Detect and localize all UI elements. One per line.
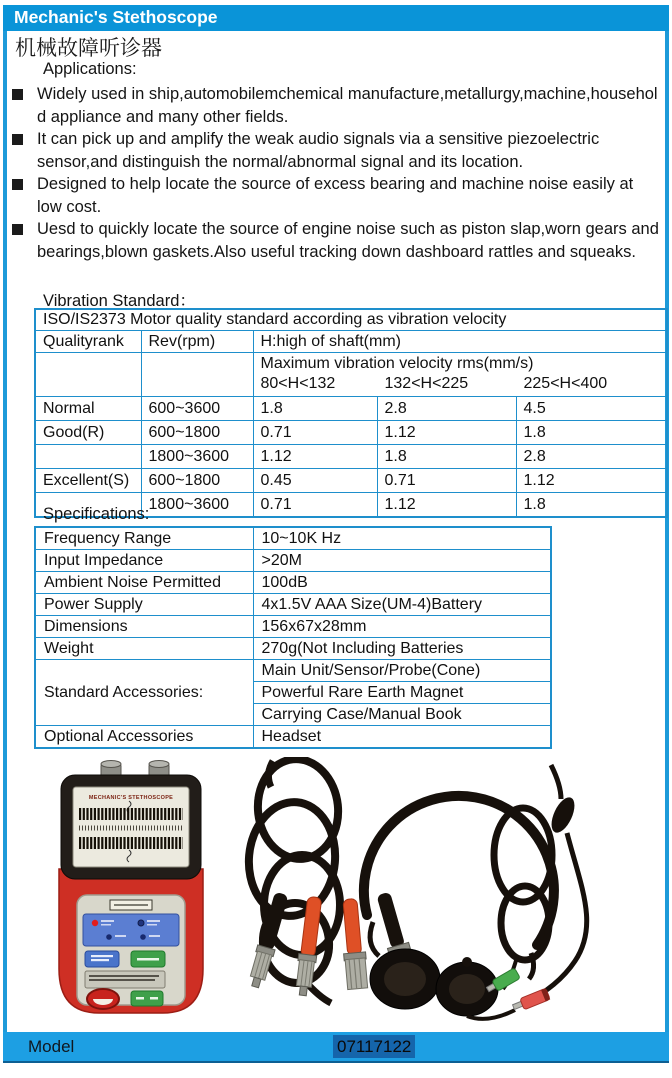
table-row: Ambient Noise Permitted 100dB (35, 572, 551, 594)
table-row: Frequency Range 10~10K Hz (35, 527, 551, 550)
model-number: 07117122 (333, 1035, 415, 1058)
range-label: 132<H<225 (384, 375, 469, 392)
applications-label: Applications: (43, 60, 137, 78)
subheader-title: Maximum vibration velocity rms(mm/s) (260, 355, 534, 372)
title-bar (3, 5, 669, 31)
subheader-cell (253, 353, 667, 397)
column-header: H:high of shaft(mm) (253, 331, 667, 353)
table-row: Carrying Case/Manual Book (35, 704, 551, 726)
vibration-table (34, 308, 668, 518)
table-row: Good(R) 600~1800 0.71 1.12 1.8 (35, 421, 667, 445)
device-label: MECHANIC'S STETHOSCOPE (88, 795, 174, 801)
table-row: Optional Accessories Headset (35, 726, 551, 749)
model-label: Model (28, 1037, 75, 1056)
table-row: Dimensions 156x67x28mm (35, 616, 551, 638)
column-header: Qualityrank (35, 331, 141, 353)
content-frame (3, 31, 669, 1032)
vibration-standard-label: Vibration Standard： (43, 292, 196, 310)
model-bar (3, 1032, 669, 1063)
column-header: Rev(rpm) (141, 331, 253, 353)
range-label: 80<H<132 (260, 375, 336, 392)
table-row: Normal 600~3600 1.8 2.8 4.5 (35, 397, 667, 421)
table-row: 1800~3600 0.71 1.12 1.8 (35, 493, 667, 518)
vibration-table-caption: ISO/IS2373 Motor quality standard according as vibration velocity (35, 309, 667, 331)
applications-list (11, 83, 661, 263)
green-button (131, 991, 163, 1006)
chinese-title: 机械故障听诊器 (15, 37, 162, 60)
product-photo (15, 757, 670, 1029)
device-control-panel (77, 895, 185, 1009)
table-row: 1800~3600 1.12 1.8 2.8 (35, 445, 667, 469)
table-row: Weight 270g(Not Including Batteries (35, 638, 551, 660)
specifications-label: Specifications: (43, 505, 150, 523)
list-item: Widely used in ship,automobilemchemical manufacture,metallurgy,machine,household appliance and many other fields. (11, 83, 661, 128)
table-row: Power Supply 4x1.5V AAA Size(UM-4)Battery (35, 594, 551, 616)
range-label: 225<H<400 (523, 375, 608, 392)
list-item: Uesd to quickly locate the source of engine noise such as piston slap,worn gears and bearings,blown gaskets.Also useful tracking down dashboard rattles and squeaks. (11, 218, 661, 263)
table-row: Standard Accessories: Main Unit/Sensor/Probe(Cone) (35, 660, 551, 682)
list-item: Designed to help locate the source of excess bearing and machine noise easily at low cost. (11, 173, 661, 218)
page-title: Mechanic's Stethoscope (14, 7, 218, 27)
stethoscope-device (59, 761, 203, 1014)
specifications-table (34, 526, 552, 749)
table-row: Excellent(S) 600~1800 0.45 0.71 1.12 (35, 469, 667, 493)
red-audio-plug (511, 988, 550, 1013)
list-item: It can pick up and amplify the weak audio signals via a sensitive piezoelectric sensor,and distinguish the normal/abnormal signal and its location. (11, 128, 661, 173)
table-row: Input Impedance >20M (35, 550, 551, 572)
table-row: Powerful Rare Earth Magnet (35, 682, 551, 704)
inline-volume-control (547, 794, 579, 836)
shaft-ranges (254, 374, 667, 396)
headphones (364, 765, 587, 1019)
